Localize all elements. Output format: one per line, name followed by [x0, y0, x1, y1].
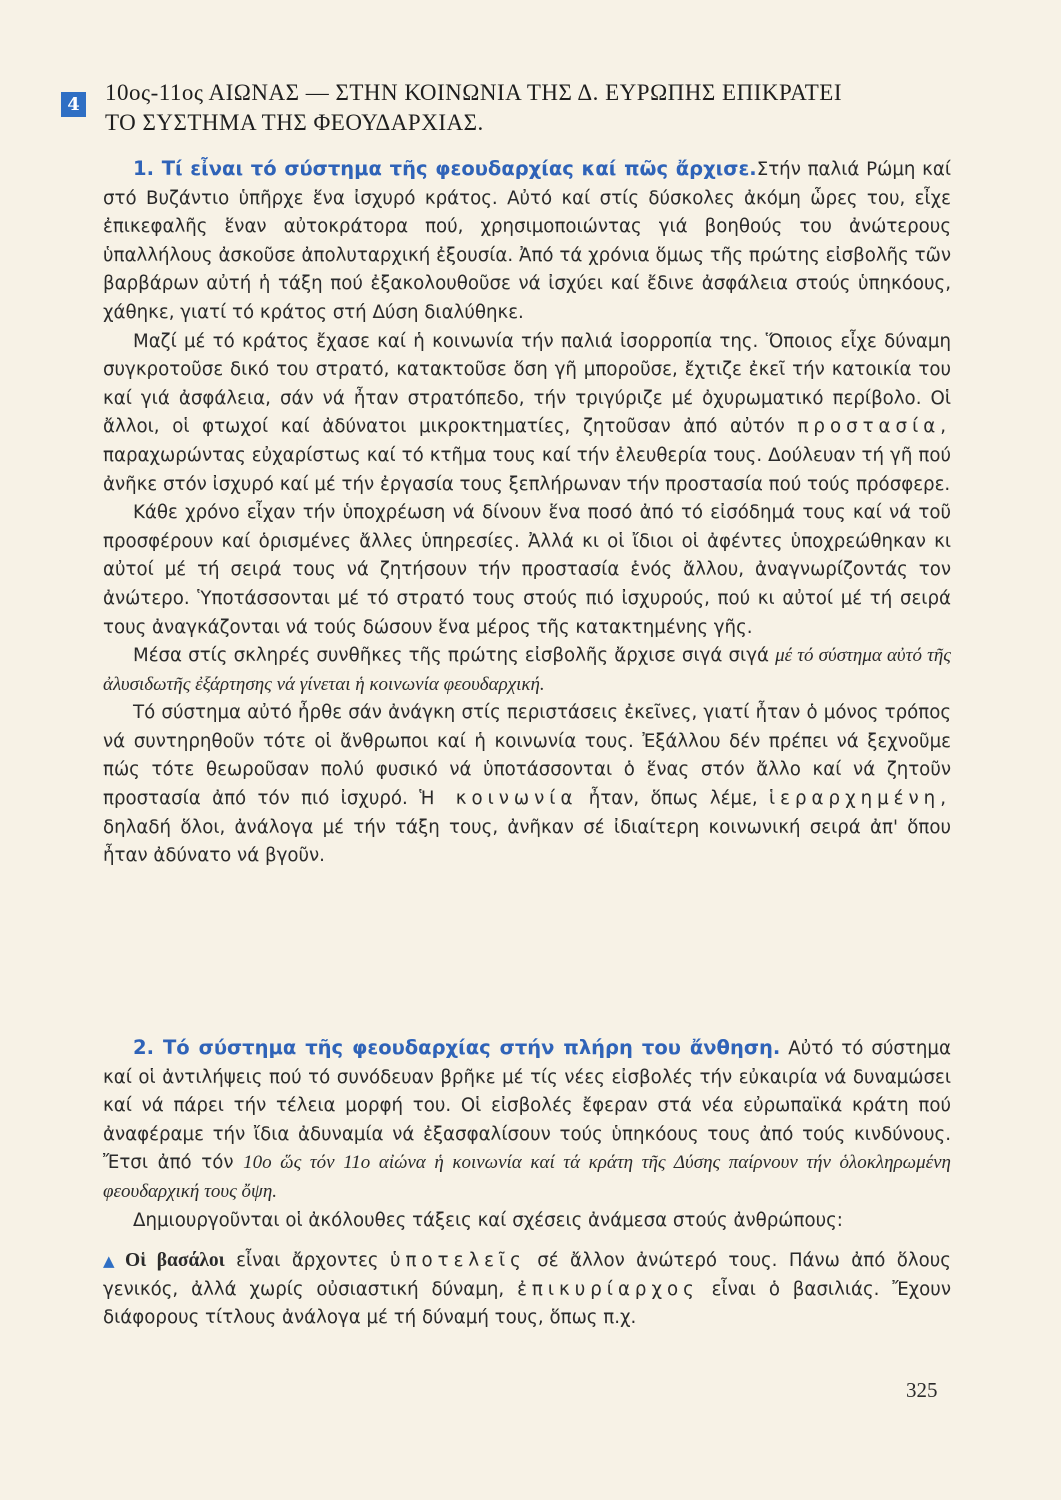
vassals-text-c: εἶναι ὁ βασιλιάς. Ἔχουν διάφορους τίτλους ἀνάλογα μέ τή δύναμή τους, ὅπως π.χ. — [103, 1278, 951, 1329]
section-2-paragraph-2: Δημιουργοῦνται οἱ ἀκόλουθες τάξεις καί σχέσεις ἀνάμεσα στούς ἀνθρώπους: — [133, 1209, 843, 1231]
section-2-p1-italic: 10ο ὥς τόν 11ο αἰώνα ἡ κοινωνία καί τά κράτη τῆς Δύσης παίρνουν τήν ὁλοκληρωμένη φεουδαρχική τους ὄψη. — [103, 1152, 951, 1202]
section-1-p2-text-a: Μαζί μέ τό κράτος ἔχασε καί ἡ κοινωνία τήν παλιά ἰσορροπία της. Ὅποιος εἶχε δύναμη συγκροτοῦσε δικό του στρατό, κατακτοῦσε ὅση γῆ μποροῦσε, ἔχτιζε ἐκεῖ τήν κατοικία του καί γιά ἀσφάλεια, σάν νά ἦταν στρατόπεδο, τήν τριγύριζε μέ ὀχυρωματικό περίβολο. Οἱ ἄλλοι, οἱ φτωχοί καί ἀδύνατοι μικροκτηματίες, ζητοῦσαν ἀπό αὐτόν — [103, 330, 951, 438]
emphasis-society: Ἡ κοινωνία — [419, 788, 578, 810]
section-1-p5-text-c: δηλαδή ὅλοι, ἀνάλογα μέ τήν τάξη τους, ἀνῆκαν σέ ἰδιαίτερη κοινωνική σειρά ἀπ' ὅπου ἦταν ἀδύνατο νά βγοῦν. — [103, 816, 951, 867]
section-1-p1-text: Στήν παλιά Ρώμη καί στό Βυζάντιο ὑπῆρχε ἕνα ἰσχυρό κράτος. Αὐτό καί στίς δύσκολες ἀκόμη ὧρες του, εἶχε ἐπικεφαλῆς ἕναν αὐτοκράτορα πού, χρησιμοποιώντας γιά βοηθούς του ἀνώτερους ὑπαλλήλους ἀσκοῦσε ἀπολυταρχική ἐξουσία. Ἀπό τά χρόνια ὅμως τῆς πρώτης εἰσβολῆς τῶν βαρβάρων αὐτή ἡ τάξη πού ἐξακολουθοῦσε νά ἰσχύει καί ἔδινε ἀσφάλεια στούς ὑπηκόους, χάθηκε, γιατί τό κράτος στή Δύση διαλύθηκε. — [103, 159, 951, 323]
vassals-bullet — [103, 1247, 951, 1333]
section-1-paragraph-5 — [103, 699, 951, 871]
section-2 — [103, 1034, 951, 1333]
section-1-paragraph-1 — [103, 155, 951, 328]
emphasis-overlord: ἐπικυρίαρχος — [517, 1278, 699, 1300]
section-1-p2-text-b: παραχωρώντας εὐχαρίστως καί τό κτῆμα τους καί τήν ἐλευθερία τους. Δούλευαν τή γῆ πού ἀνῆκε στόν ἰσχυρό καί μέ τήν ἐργασία τους ξεπλήρωναν τήν προστασία πού τούς πρόσφερε. — [103, 444, 951, 495]
page-number: 325 — [906, 1378, 938, 1402]
triangle-bullet-icon: ▲ — [103, 1252, 115, 1271]
emphasis-subordinate: ὑποτελεῖς — [390, 1250, 526, 1272]
chapter-number-badge: 4 — [61, 92, 86, 117]
section-2-paragraph-1 — [103, 1034, 951, 1207]
section-1-p5-text-a: Τό σύστημα αὐτό ἦρθε σάν ἀνάγκη στίς περιστάσεις ἐκεῖνες, γιατί ἦταν ὁ μόνος τρόπος νά συντηρηθοῦν τότε οἱ ἄνθρωποι καί ἡ κοινωνία τους. Ἐξάλλου δέν πρέπει νά ξεχνοῦμε πώς τότε θεωροῦσαν πολύ φυσικό νά ὑποτάσσονται ὁ ἕνας στόν ἄλλο καί νά ζητοῦν προστασία ἀπό τόν πιό ἰσχυρό. — [103, 702, 951, 810]
section-1-p5-text-b: ἦταν, ὅπως λέμε, — [588, 788, 758, 810]
vassals-text-a: εἶναι ἄρχοντες — [236, 1250, 379, 1272]
section-1-title: 1. Τί εἶναι τό σύστημα τῆς φεουδαρχίας καί πῶς ἄρχισε. — [133, 157, 757, 180]
section-2-title: 2. Τό σύστημα τῆς φεουδαρχίας στήν πλήρη του ἄνθηση. — [133, 1036, 781, 1059]
emphasis-hierarchical: ἱεραρχημένη, — [769, 788, 951, 810]
section-1 — [103, 155, 951, 871]
section-1-p4-italic: μέ τό σύστημα αὐτό τῆς ἀλυσιδωτῆς ἐξάρτησης νά γίνεται ἡ κοινωνία φεουδαρχική. — [103, 645, 951, 695]
section-1-p4-text: Μέσα στίς σκληρές συνθῆκες τῆς πρώτης εἰσβολῆς ἄρχισε σιγά σιγά — [133, 645, 769, 667]
section-1-paragraph-2 — [103, 328, 951, 500]
emphasis-protection: προστασία, — [797, 416, 951, 438]
chapter-heading-line-2: ΤΟ ΣΥΣΤΗΜΑ ΤΗΣ ΦΕΟΥΔΑΡΧΙΑΣ. — [105, 110, 484, 135]
section-2-p1-text: Αὐτό τό σύστημα καί οἱ ἀντιλήψεις πού τό συνόδευαν βρῆκε μέ τίς νέες εἰσβολές τήν εὐκαιρία νά δυναμώσει καί νά πάρει τήν τέλεια μορφή του. Οἱ εἰσβολές ἔφεραν στά νέα εὐρωπαϊκά κράτη πού ἀναφέραμε τήν ἴδια ἀδυναμία νά ἐξασφαλίσουν τούς ὑπηκόους τους ἀπό τούς κινδύνους. Ἔτσι ἀπό τόν — [103, 1038, 951, 1174]
section-1-paragraph-3: Κάθε χρόνο εἶχαν τήν ὑποχρέωση νά δίνουν ἕνα ποσό ἀπό τό εἰσόδημά τους καί νά τοῦ προσφέρουν καί ὁρισμένες ἄλλες ὑπηρεσίες. Ἀλλά κι οἱ ἴδιοι οἱ ἀφέντες ὑποχρεώθηκαν κι αὐτοί μέ τή σειρά τους νά ζητήσουν τήν προστασία ἑνός ἄλλου, ἀναγνωρίζοντάς τον ἀνώτερο. Ὑποτάσσονται μέ τό στρατό τους στούς πιό ἰσχυρούς, πού κι αὐτοί μέ τή σειρά τους ἀναγκάζονται νά τούς δώσουν ἕνα μέρος τῆς κατακτημένης γῆς. — [103, 502, 951, 638]
vassals-text-b: σέ ἄλλον ἀνώτερό τους. Πάνω ἀπό ὅλους γενικός, ἀλλά χωρίς οὐσιαστική δύναμη, — [103, 1250, 951, 1300]
chapter-heading — [105, 78, 965, 138]
vassals-term: Οἱ βασάλοι — [125, 1250, 225, 1272]
chapter-heading-line-1: 10ος-11ος ΑΙΩΝΑΣ — ΣΤΗΝ ΚΟΙΝΩΝΙΑ ΤΗΣ Δ. ΕΥΡΩΠΗΣ ΕΠΙΚΡΑΤΕΙ — [105, 80, 843, 105]
section-1-paragraph-4 — [103, 642, 951, 699]
